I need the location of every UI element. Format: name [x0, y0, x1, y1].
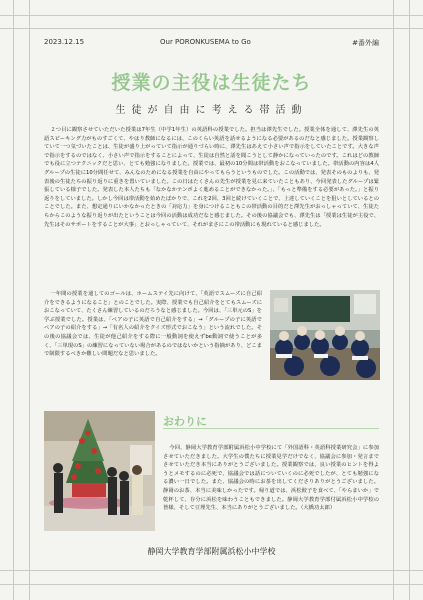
issue-label: #番外編 [352, 39, 379, 47]
page-subtitle: 生徒が自由に考える帯活動 [115, 105, 308, 116]
body-paragraph-1: ２つ目に観察させていただいた授業は7年生（中学1年生）の英語科の授業でした。担当は澤先生でした。授業全体を通して、澤先生の英語スピーキング力がものすごくて、やはり教師になるには、このくらい英語を話せるようになる必要があるのだなと感じました。授業観察していて一つ気づいたことは、生徒が盛り上がっていて指示が通りづらい時に、澤先生はあえて小さい声で指示をしていたことです。大きな声で指示をするのではなく、小さい声で指示をすることによって、生徒は自然と話を聞こうとして静かになっていったのです。これはどの教師でも役に立つテクニックだと思い、とても勉強になりました。授業では、最初の10分間は帯活動をおこなっていました。帯活動の内容は4人グループの生徒に10分間任せて、みんなのためになる授業を自由にやってもらうというものでした。この活動では、発表そのものよりも、発表後の生徒たちの振り返りに重きを置いていました。この日はたくさんの先生が授業を見に来ていたこともあり、今回発表したグループは緊張している様子でした。発表した本人たちも「なかなかテンポよく進めることができなかった。」、「もっと準備をする必要があった。」と振り返りをしていました。しかし今回は帯活動を始めたばかりで、これを2回、3回と続けていくことで、上達していくことを狙いとしているとのことでした。また、想定通りにいかなかったときの「対応力」を身につけることもこの帯活動の目的だと澤先生がおっしゃっていて、生徒たちからこのような振り返りが出たということは今回の活動は成功だなと感じました。その後の協議会でも、澤先生は「授業は生徒が主役で、先生はそのサポートをすることが大事」とおっしゃっていて、それがまさにこの帯活動にも現れていると感じました。 [44, 127, 379, 228]
grid-line [0, 15, 423, 16]
grid-line [0, 570, 423, 571]
classroom-illustration [270, 290, 380, 380]
publication-name: Our PORONKUSEMA to Go [160, 38, 251, 46]
issue-date: 2023.12.15 [44, 38, 85, 46]
school-name: 静岡大学教育学部附属浜松小中学校 [147, 547, 276, 556]
section-divider [163, 428, 379, 429]
section-heading: おわりに [163, 415, 207, 428]
body-paragraph-2: 一年間の授業を通してのゴールは、ホームステイ先に向けて、「英語でスムーズに自己紹介をできるようになること」とのことでした。実際、授業でも自己紹介をとてもスムーズにおこなっていて、たくさん練習しているのだろうなと感じました。今回は、「三単元のS」を学ぶ授業でした。授業は、「ペアの子に英語で自己紹介をする」→「グループの子に英語でペアの子の紹介をする」→「有名人の紹介をクイズ形式でおこなう」という流れでした。その後の協議会では、生徒が他己紹介をする際に一般動詞を使えずbe動詞で使うことが多く、「三単現のS」の練習になっていない場合があるのではないかという指摘があり、どこまで制限するべきか難しい問題だなと思いました。 [44, 291, 262, 358]
conclusion-paragraph: 今回、静岡大学教育学部附属浜松小中学校にて「外国語科・英語科授業研究会」に参加させていただきました。大学生の僕たちに授業見学だけでなく、協議会に参加・発言までさせていただき本当にありがとうございました。授業観察では、良い授業のヒントを得ようとメモするのに必死で、協議会では話についていくのに必死でしたが、とても勉強になる濃い一日でした。また、協議会の時にお茶を出してくださりありがとうございました。静岡のお茶、本当に美味しかったです。帰り道では、浜松餃子を食べて、「やらまいか」で乾杯して、存分に浜松を味わうこともできました。静岡大学教育学部付属浜松小中学校の皆様、そして豆理先生、本当にありがとうございました。（大橋功太郎） [163, 445, 379, 512]
page-title: 授業の主役は生徒たち [111, 72, 312, 94]
classroom-photo [270, 290, 380, 380]
christmas-tree-illustration [44, 411, 155, 531]
grid-line [0, 28, 423, 29]
christmas-tree-photo [44, 411, 155, 531]
grid-line [0, 584, 423, 585]
